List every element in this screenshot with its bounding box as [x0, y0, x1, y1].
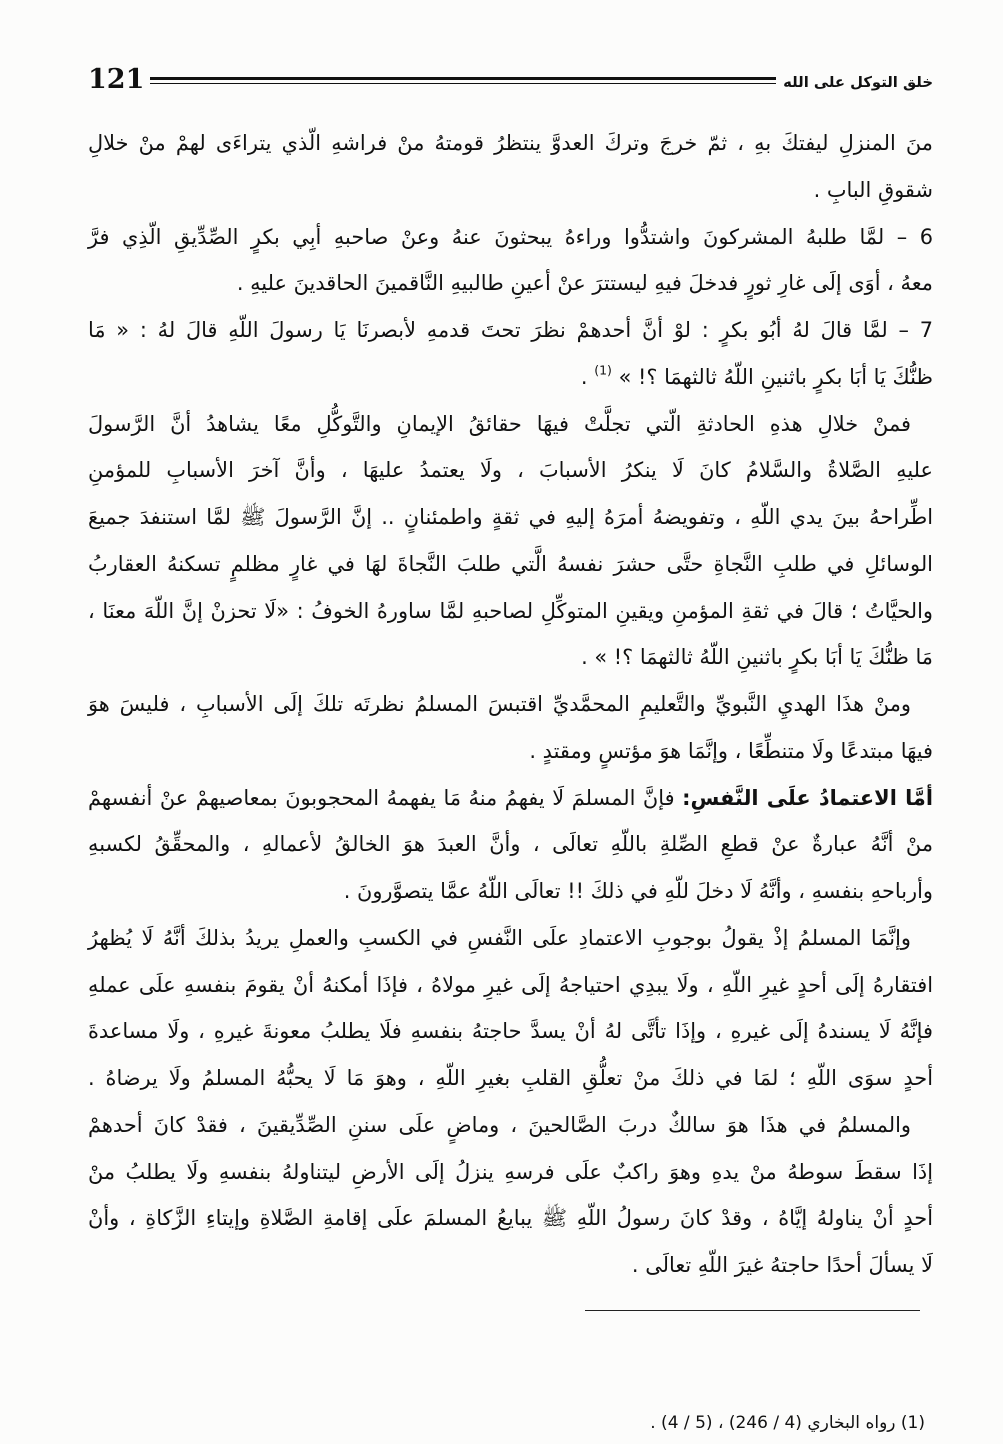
text-line [88, 354, 933, 401]
line-text: معهُ ، أوَى إلَى غارِ ثورٍ فدخلَ فيهِ ليستترَ عنْ أعينِ طالبيهِ النَّاقمينَ الحاقدينَ عليهِ . [236, 271, 933, 296]
line-text: 7 – لمَّا قالَ لهُ أبُو بكرٍ : لوْ أنَّ أحدهمْ نظرَ تحتَ قدمهِ لأبصرنَا يَا رسولَ اللّهِ قالَ لهُ : « مَا [88, 318, 933, 342]
body-text [88, 120, 933, 1289]
paragraph-first-line [88, 1102, 933, 1149]
line-text: اطِّراحهُ بينَ يدي اللّهِ ، وتفويضهُ أمرَهُ إليهِ في ثقةٍ واطمئنانٍ .. إنَّ الرَّسولَ ﷺ لمَّا استنفدَ جميعَ [88, 505, 933, 529]
running-title: خلق التوكل على الله [783, 74, 933, 91]
text-line [88, 1008, 933, 1055]
line-text: ومنْ هذَا الهديِ النَّبويِّ والتَّعليمِ المحمَّديِّ اقتبسَ المسلمُ نظرتَه تلكَ إلَى الأسبابِ ، فليسَ هوَ [88, 692, 911, 716]
paragraph-first-line [88, 775, 933, 822]
inline-section-heading: أمَّا الاعتمادُ علَى النَّفسِ: [682, 785, 933, 810]
line-text: لَا يسألَ أحدًا حاجتهُ غيرَ اللّهِ تعالَى . [631, 1253, 933, 1277]
line-text: شقوقِ البابِ . [813, 177, 933, 202]
text-line [88, 447, 933, 494]
line-text: الوسائلِ في طلبِ النَّجاةِ حتَّى حشرَ نفسهُ الَّتي طلبَ النَّجاةَ لهَا في غارٍ مظلمٍ تسكنهُ العقاربُ [88, 551, 933, 576]
header-double-rule [150, 77, 776, 84]
line-text: أحدٍ أنْ يناولهُ إيَّاهُ ، وقدْ كانَ رسولُ اللّهِ ﷺ يبايعُ المسلمَ علَى إقامةِ الصَّلاةِ وإيتاءِ الزَّكاةِ ، وأنْ [88, 1206, 933, 1231]
text-line [88, 1149, 933, 1196]
paragraph-first-line [88, 681, 933, 728]
text-line [88, 868, 933, 915]
line-text: فإنَّ المسلمَ لَا يفهمُ منهُ مَا يفهمهُ المحجوبونَ بمعاصيهمْ عنْ أنفسهمْ [88, 785, 683, 810]
text-line [88, 1055, 933, 1102]
text-line [88, 821, 933, 868]
list-item-line [88, 214, 933, 261]
text-line [88, 494, 933, 541]
line-text: منْ أنَّهُ عبارةٌ عنْ قطعِ الصِّلةِ باللّهِ تعالَى ، وأنَّ العبدَ هوَ الخالقُ لأعمالهِ ، والمحقِّقُ لكسبهِ [88, 832, 933, 857]
line-text: والحيَّاتُ ؛ قالَ في ثقةِ المؤمنِ ويقينِ المتوكِّلِ لصاحبهِ لمَّا ساورهُ الخوفُ : «لَا تحزنْ إنَّ اللّهَ معنَا ، [88, 598, 933, 623]
paragraph-first-line [88, 401, 933, 448]
paragraph-first-line [88, 915, 933, 962]
text-line [88, 728, 933, 775]
text-line [88, 588, 933, 635]
text-line [88, 541, 933, 588]
line-text-tail: . [580, 364, 595, 389]
line-text: عليهِ الصَّلاةُ والسَّلامُ كانَ لَا ينكرُ الأسبابَ ، ولَا يعتمدُ عليهَا ، وأنَّ آخرَ الأسبابِ للمؤمنِ [88, 458, 933, 483]
line-text: منَ المنزلِ ليفتكَ بهِ ، ثمّ خرجَ وتركَ العدوَّ ينتظرُ قومتهُ منْ فراشهِ الّذي يتراءَى لهمْ منْ خلالِ [88, 131, 933, 155]
list-item-line [88, 307, 933, 354]
text-line [88, 260, 933, 307]
text-line [88, 1195, 933, 1242]
line-text: أحدٍ سوَى اللّهِ ؛ لمَا في ذلكَ منْ تعلُّقِ القلبِ بغيرِ اللّهِ ، وهوَ مَا لَا يحبُّهُ المسلمُ ولَا يرضاهُ . [88, 1066, 933, 1090]
running-header [88, 62, 933, 102]
line-text: والمسلمُ في هذَا هوَ سالكٌ دربَ الصَّالحينَ ، وماضٍ علَى سننِ الصِّدِّيقينَ ، فقدْ كانَ أحدهمْ [88, 1112, 911, 1137]
page-number: 121 [88, 64, 145, 95]
line-text: 6 – لمَّا طلبهُ المشركونَ واشتدُّوا وراءهُ يبحثونَ عنهُ وعنْ صاحبهِ أبِي بكرٍ الصِّدِّيقِ الّذِي فرَّ [88, 224, 933, 249]
line-text: فإنَّهُ لَا يسندهُ إلَى غيرهِ ، وإذَا تأتَّى لهُ أنْ يسدَّ حاجتهُ بنفسهِ فلَا يطلبُ معونةَ غيرهِ ، ولَا مساعدةَ [88, 1019, 933, 1044]
line-text: مَا ظنُّكَ يَا أبَا بكرٍ باثنينِ اللّهُ ثالثهمَا ؟! » . [581, 645, 933, 670]
text-line [88, 167, 933, 214]
line-text: فيهَا مبتدعًا ولَا متنطِّعًا ، وإنَّمَا هوَ مؤتسٍ ومقتدٍ . [529, 738, 933, 763]
text-line [88, 634, 933, 681]
footnote-ref: (1) [594, 362, 612, 378]
line-text: ظنُّكَ يَا أبَا بكرٍ باثنينِ اللّهُ ثالثهمَا ؟! » [611, 364, 933, 389]
line-text: وأرباحهِ بنفسهِ ، وأنَّهُ لَا دخلَ للّهِ في ذلكَ !! تعالَى اللّهُ عمَّا يتصوَّرونَ . [343, 879, 933, 903]
line-text: إذَا سقطَ سوطهُ منْ يدهِ وهوَ راكبٌ علَى فرسهِ ينزلُ إلَى الأرضِ ليتناولهُ بنفسهِ ولَا يطلبُ منْ [88, 1159, 933, 1184]
line-text: وإنَّمَا المسلمُ إذْ يقولُ بوجوبِ الاعتمادِ علَى النَّفسِ في الكسبِ والعملِ يريدُ بذلكَ أنَّهُ لَا يُظهرُ [88, 925, 911, 950]
footnote-text: (1) رواه البخاري (4 / 246) ، (5 / 4) . [650, 1413, 925, 1433]
text-line [88, 120, 933, 167]
line-text: افتقارهُ إلَى أحدٍ غيرِ اللّهِ ، ولَا يبدِي احتياجهُ إلَى غيرِ مولاهُ ، فإذَا أمكنهُ أنْ يقومَ بنفسهِ علَى عملهِ [88, 972, 933, 997]
text-line [88, 1242, 933, 1289]
footnote-separator [585, 1310, 920, 1311]
line-text: فمنْ خلالِ هذهِ الحادثةِ الّتي تجلَّتْ فيهَا حقائقُ الإيمانِ والتَّوكُّلِ معًا يشاهدُ أنَّ الرَّسولَ [88, 411, 911, 436]
text-line [88, 962, 933, 1009]
